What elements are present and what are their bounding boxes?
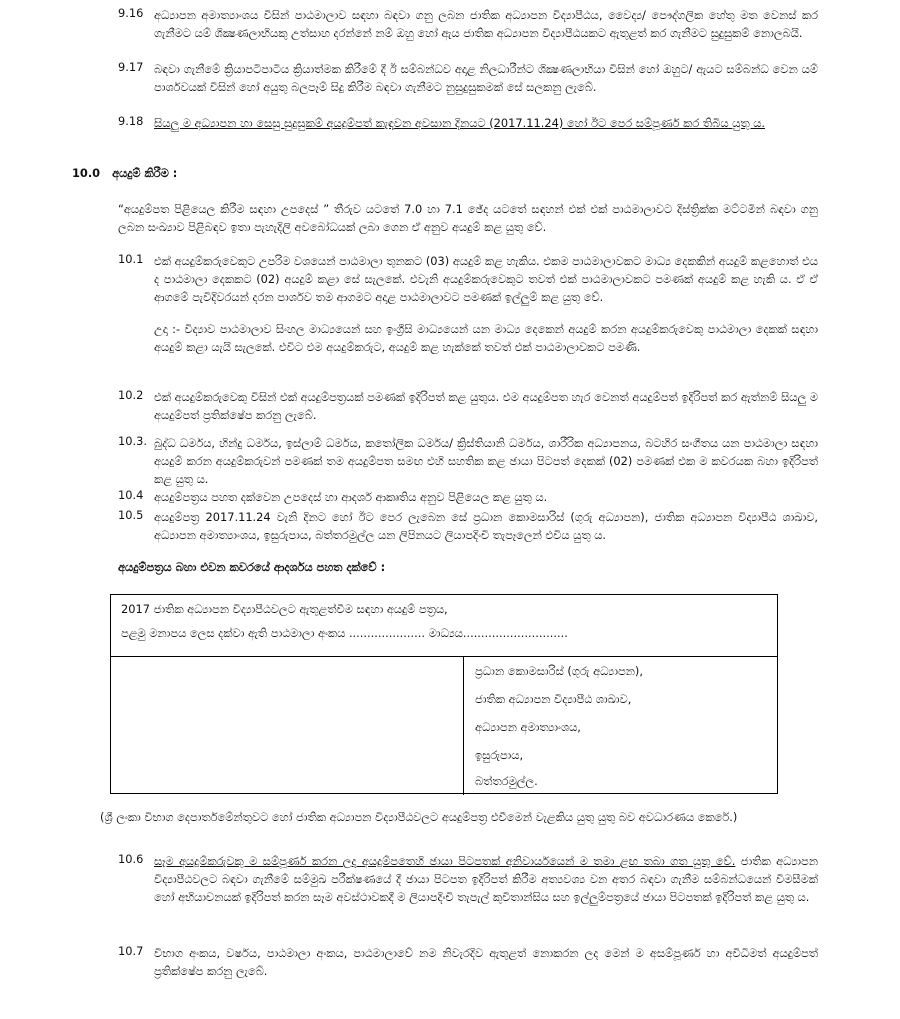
clause-text: අයදුම්පත්‍ර 2017.11.24 වැනි දිනට හෝ ඊට පෙර ලැබෙන සේ ප්‍රධාන කොමසාරිස් (ගුරු අධ්‍යාපන), ජාතික අධ්‍යාපන විද්‍යාපීඨ ශාඛාව, අධ්‍යාපන අමාත්‍යාංශය, ඉසුරුපාය, බත්තරමුල්ල යන ලිපිනයට ලියාපදිංචි තැපෑලෙන් එවිය යුතු ය. — [154, 510, 818, 542]
clause-number: 9.18 — [118, 114, 144, 128]
section-title: අයදුම් කිරීම : — [112, 166, 178, 180]
note-paragraph: (ශ්‍රී ලංකා විභාග දෙපාර්තමේන්තුවට හෝ ජාතික අධ්‍යාපන විද්‍යාපීඨවලට අයදුම්පත්‍ර එවීමෙන් වැළකිය යුතු යුතු බව අවධාරණය කෙරේ.) — [100, 810, 738, 824]
example-text: උදා :- විද්‍යාව පාඨමාලාව සිංහල මාධ්‍යයෙන් සහ ඉංග්‍රීසි මාධ්‍යයෙන් යන මාධ්‍ය දෙකෙන් අයදුම් කරන අයදුම්කරුවෙකු පාඨමාලා දෙකක් සඳහා අයදුම් කළා යැයි සැලකේ. එවිට එම අයදුම්කරුට, අයදුම් කළ හැක්කේ තවත් එක් පාඨමාලාවකට පමණි. — [154, 322, 818, 354]
address-line: අධ්‍යාපන අමාත්‍යාංශය, — [475, 720, 581, 734]
address-line: බත්තරමුල්ල. — [475, 774, 538, 788]
envelope-divider-vertical — [463, 656, 464, 795]
clause-text: අධ්‍යාපන අමාත්‍යාංශය විසින් පාඨමාලාව සඳහා බඳවා ගනු ලබන ජාතික අධ්‍යාපන විද්‍යාපීඨය, වෛද්‍ය/ පෞද්ගලික හේතු මත වෙනස් කර ගැනීමට යම් ශික්‍ෂණලාභියකු උත්සාහ දරන්නේ නම් ඔහු හෝ ඇය ජාතික අධ්‍යාපන විද්‍යාපීඨයකට ඇතුළත් කර ගැනීමට සුදුසුකම් නොලබයි. — [154, 8, 818, 40]
clause-text: අයදුම්පත්‍රය පහත දක්වෙන උපදෙස් හා ආදර්ශ ආකෘතිය අනුව පිළියෙල කළ යුතු ය. — [154, 490, 548, 504]
clause-text-rest: ජාතික අධ්‍යාපන විද්‍යාපීඨවලට බඳවා ගැනීමේ සම්මුඛ පරීක්ෂණයේ දී ඡායා පිටපත ඉදිරිපත් කිරීම අත්‍යවශ්‍ය වන අතර බඳවා ගැනීම සම්බන්ධයෙන් විමසීමක් හෝ අභියාචනයක් ඉදිරිපත් කරන සෑම අවස්ථාවකදී ම ලියාපදිංචි තැපැල් කුවිතාන්සිය සහ ඉල්ලුම්පත්‍රයේ ඡායා පිටපතක් ඉදිරිපත් කළ යුතු ය. — [154, 854, 818, 904]
clause-number: 10.6 — [118, 852, 144, 866]
clause-number: 10.1 — [118, 252, 144, 266]
clause-text: එක් අයදුම්කරුවෙකු විසින් එක් අයදුම්පත්‍රයක් පමණක් ඉදිරිපත් කළ යුතුය. එම අයදුම්පත හැර වෙනත් අයදුම්පත් ඉදිරිපත් කර ඇත්නම් සියලු ම අයදුම්පත් ප්‍රතික්ෂේප කරනු ලැබේ. — [154, 390, 818, 422]
clause-number: 10.4 — [118, 488, 144, 502]
clause-text-underlined: සෑම අයදුම්කරුවකු ම සම්පූර්ණ කරන ලද අයදුම්පතෙහි ඡායා පිටපතක් අනිවාර්යයෙන් ම තමා ළඟ තබා ගත යුතු වේ. — [154, 854, 736, 868]
clause-text: බුද්ධ ධර්මය, හින්දු ධර්මය, ඉස්ලාම් ධර්මය, කතෝලික ධර්මය/ ක්‍රිස්තියානි ධර්මය, ශාරීරික අධ්‍යාපනය, බටහිර සංගීතය යන පාඨමාලා සඳහා අයදුම් කරන අයදුම්කරුවන් පමණක් තම අයදුම්පත සමඟ එහි සහතික කළ ඡායා පිටපත් දෙකක් (02) පමණක් එක ම කවරයක බහා ඉදිරිපත් කළ යුතු ය. — [154, 436, 818, 486]
clause-number: 9.16 — [118, 6, 144, 20]
address-line: ඉසුරුපාය, — [475, 748, 524, 762]
address-line: ප්‍රධාන කොමසාරිස් (ගුරු අධ්‍යාපන), — [475, 664, 643, 678]
clause-text: එක් අයදුම්කරුවෙකුට උපරිම වශයෙන් පාඨමාලා තුනකට (03) අයදුම් කළ හැකිය. එකම පාඨමාලාවකට මාධ්‍ය දෙකකින් අයදුම් කළහොත් එය ද පාඨමාලා දෙකකට (02) අයදුම් කළා සේ සැලකේ. එවැනි අයදුම්කරුවෙකුට තවත් එක් පාඨමාලාවකට පමණක් අයදුම් කළ හැකි ය. ඒ ඒ ආගමේ පැවිදිවරයන් දරන පාර්ශව තම ආගමට අදාළ පාඨමාලාවට පමණක් ඉල්ලුම් කළ යුතු වේ. — [154, 254, 818, 304]
clause-text: විභාග අංකය, වර්ෂය, පාඨමාලා අංකය, පාඨමාලාවේ නම නිවැරදිව ඇතුළත් නොකරන ලද මෙන් ම අසම්පූර්ණ හා අවිධිමත් අයදුම්පත් ප්‍රතික්ෂේප කරනු ලැබේ. — [154, 946, 818, 978]
section-number: 10.0 — [72, 166, 101, 180]
envelope-divider-horizontal — [111, 656, 777, 657]
clause-number: 9.17 — [118, 60, 144, 74]
instruction-paragraph: “අයදුම්පත පිළියෙල කිරීම සඳහා උපදෙස් ” තීරුව යටතේ 7.0 හා 7.1 ඡේද යටතේ සඳහන් එක් එක් පාඨමාලාවට දිස්ත්‍රික්ක මට්ටමින් බඳවා ගනු ලබන සංඛ්‍යාව පිළිබඳව ඉතා පැහැදිලි අවබෝධයක් ලබා ගෙන ඒ අනුව අයදුම් කළ යුතු වේ. — [118, 202, 818, 234]
clause-text: සියලු ම අධ්‍යාපන හා සෙසු සුදුසුකම් අයදුම්පත් කැඳවන අවසාන දිනයට (2017.11.24) හෝ ඊට පෙර සම්පූර්ණ කර තිබිය යුතු ය. — [154, 116, 766, 130]
clause-number: 10.3. — [118, 434, 147, 448]
envelope-model-box — [110, 594, 778, 794]
clause-number: 10.2 — [118, 388, 144, 402]
clause-text — [154, 852, 818, 906]
section-heading — [72, 166, 177, 181]
envelope-line-1: 2017 ජාතික අධ්‍යාපන විද්‍යාපීඨවලට ඇතුළත්වීම සඳහා අයදුම් පත්‍රය, — [121, 602, 448, 616]
envelope-intro: අයදුම්පත්‍රය බහා එවන කවරයේ ආදර්ශය පහත දක්වේ : — [118, 560, 386, 574]
address-line: ජාතික අධ්‍යාපන විද්‍යාපීඨ ශාඛාව, — [475, 692, 632, 706]
clause-number: 10.7 — [118, 944, 144, 958]
envelope-line-2: පළමු මනාපය ලෙස දක්වා ඇති පාඨමාලා අංකය ..................... මාධ්‍යය............................. — [121, 626, 568, 640]
clause-number: 10.5 — [118, 508, 144, 522]
clause-text: බඳවා ගැනීමේ ක්‍රියාපටිපාටිය ක්‍රියාත්මක කිරීමේ දී ඊ සම්බන්ධව අදාළ නිලධාරීන්ට ශික්‍ෂණලාභියා විසින් හෝ ඔහුට/ ඇයට සම්බන්ධ වෙන යම් පාර්ශවයක් විසින් හෝ අයුතු බලපෑම් සිදු කිරීම බඳවා ගැනීමට නුසුදුසුකමක් සේ සලකනු ලැබේ. — [154, 62, 818, 94]
